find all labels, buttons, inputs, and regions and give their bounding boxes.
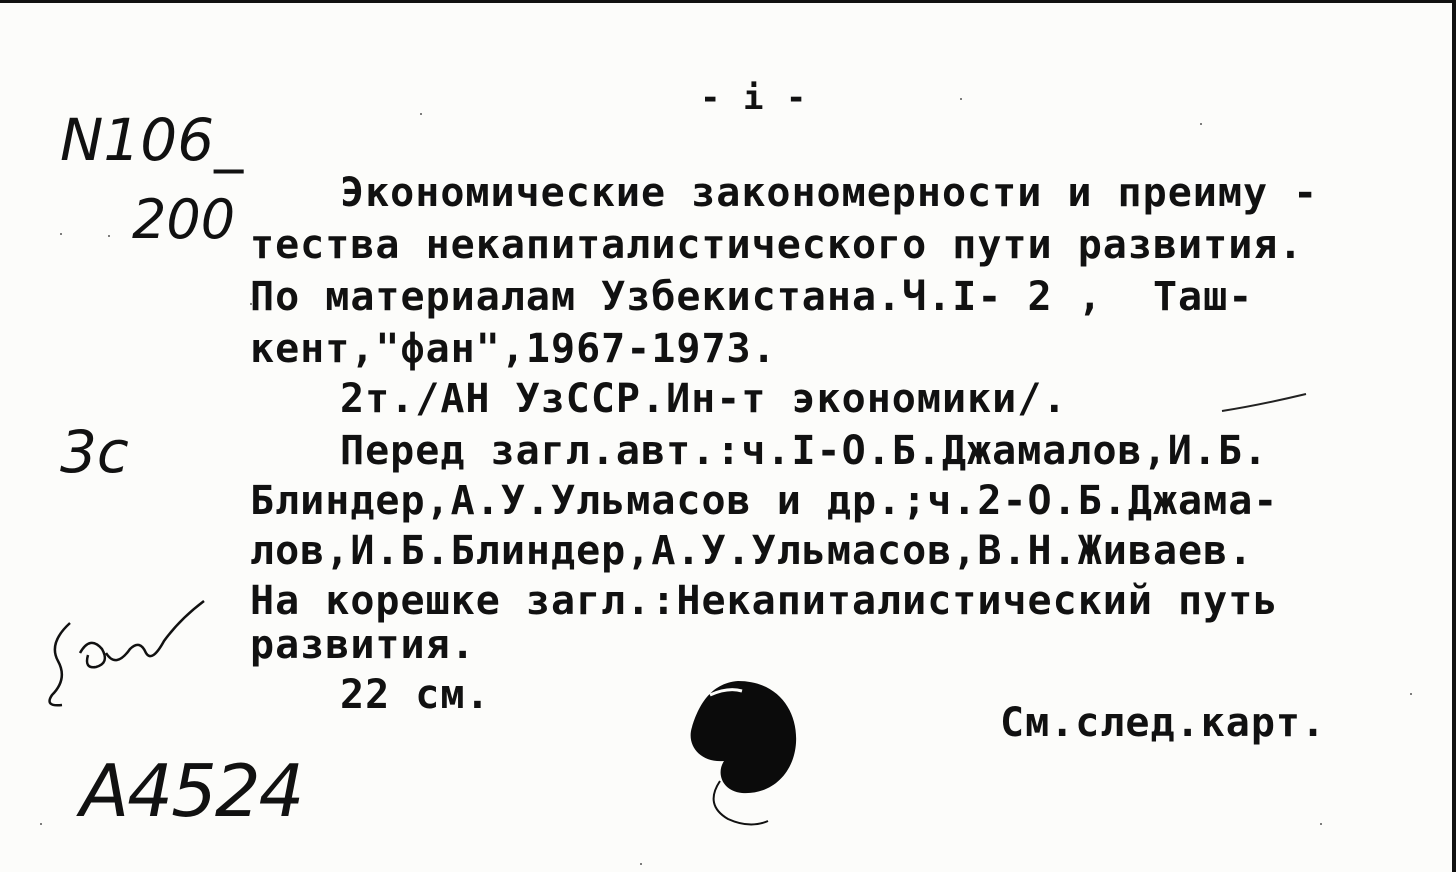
- authors-line-2: Блиндер,А.У.Ульмасов и др.;ч.2-О.Б.Джама-: [250, 478, 1279, 524]
- speck: [40, 823, 42, 825]
- accession-number: A4524: [80, 749, 303, 833]
- section-mark: 3c: [60, 418, 129, 486]
- authors-line-5: развития.: [250, 622, 476, 668]
- authors-line-4: На корешке загл.:Некапиталистический путь: [250, 578, 1279, 624]
- initials-signature: [40, 583, 210, 713]
- speck: [60, 233, 62, 235]
- punch-hole-blot: [680, 673, 810, 833]
- call-number-line-1: N106_: [60, 106, 244, 174]
- authors-line-1: Перед загл.авт.:ч.I-О.Б.Джамалов,И.Б.: [340, 428, 1269, 474]
- title-line-2: тества некапиталистического пути развития.: [250, 222, 1304, 268]
- title-line-1: Экономические закономерности и преиму -: [340, 170, 1319, 216]
- speck: [960, 98, 962, 100]
- speck: [640, 863, 642, 865]
- handwritten-dash: [1220, 391, 1310, 415]
- title-line-4: кент,"фан",1967-1973.: [250, 326, 777, 372]
- speck: [420, 113, 422, 115]
- call-number-line-2: 200: [132, 188, 236, 251]
- speck: [1410, 693, 1412, 695]
- title-line-3: По материалам Узбекистана.Ч.I- 2 , Таш-: [250, 274, 1254, 320]
- continuation-note: См.след.карт.: [1000, 700, 1327, 746]
- speck: [108, 235, 110, 237]
- volumes-line: 2т./АН УзССР.Ин-т экономики/.: [340, 376, 1068, 422]
- speck: [1200, 123, 1202, 125]
- authors-line-3: лов,И.Б.Блиндер,А.У.Ульмасов,В.Н.Живаев.: [250, 528, 1254, 574]
- speck: [1320, 823, 1322, 825]
- size-line: 22 см.: [340, 672, 491, 718]
- page-marker: - i -: [700, 78, 808, 118]
